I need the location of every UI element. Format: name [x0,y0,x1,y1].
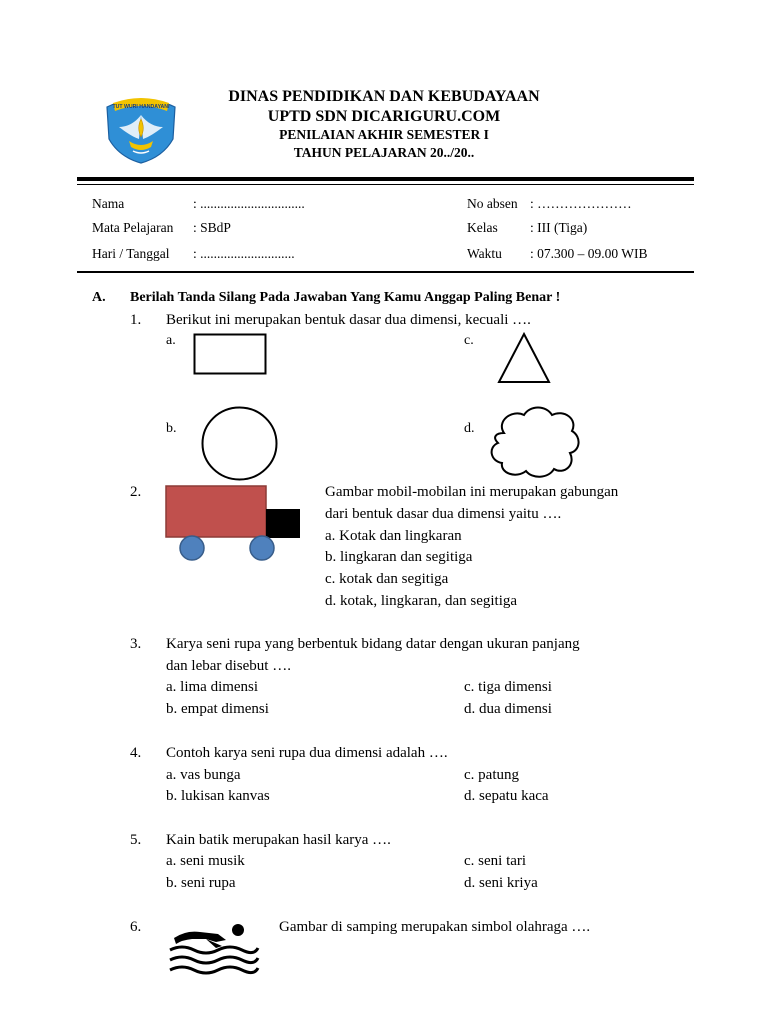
header-line-1: DINAS PENDIDIKAN DAN KEBUDAYAAN [228,88,540,105]
rectangle-shape [193,333,267,377]
q3-text-line1: Karya seni rupa yang berbentuk bidang datar dengan ukuran panjang [166,636,580,652]
swimming-icon [166,918,262,976]
q5-option-a: a. seni musik [166,853,245,869]
header-line-4: TAHUN PELAJARAN 20../20.. [293,145,475,160]
q4-option-d: d. sepatu kaca [464,788,549,804]
header-line-3: PENILAIAN AKHIR SEMESTER I [279,127,489,142]
q5-option-d: d. seni kriya [464,875,538,891]
q3-option-c: c. tiga dimensi [464,679,552,695]
circle-shape [200,405,280,483]
triangle-shape [497,331,551,385]
kelas-value: : III (Tiga) [530,220,588,235]
q4-option-a: a. vas bunga [166,767,241,783]
q2-text-line1: Gambar mobil-mobilan ini merupakan gabungan [325,484,619,500]
q3-option-d: d. dua dimensi [464,701,552,717]
q4-option-b: b. lukisan kanvas [166,788,270,804]
cloud-shape [486,403,584,481]
q5-text: Kain batik merupakan hasil karya …. [166,832,391,848]
q2-number: 2. [130,484,142,500]
q6-number: 6. [130,919,142,935]
nama-value: : ............................... [193,196,305,211]
q5-option-b: b. seni rupa [166,875,236,891]
section-letter: A. [92,290,106,305]
q4-text: Contoh karya seni rupa dua dimensi adalah …. [166,745,448,761]
mapel-label: Mata Pelajaran [92,220,174,235]
q5-option-c: c. seni tari [464,853,527,869]
q3-text-line2: dan lebar disebut …. [166,658,291,674]
q6-text: Gambar di samping merupakan simbol olahraga …. [279,919,591,935]
q4-number: 4. [130,745,142,761]
mapel-value: : SBdP [193,220,231,235]
q3-option-a: a. lima dimensi [166,679,259,695]
q4-option-c: c. patung [464,767,519,783]
q1-option-b: b. [166,421,177,436]
absen-value: : ………………… [530,196,632,211]
q2-option-a: a. Kotak dan lingkaran [325,528,462,544]
q1-option-a: a. [166,333,176,348]
q2-option-b: b. lingkaran dan segitiga [325,549,473,565]
header-rule-thin [77,184,694,185]
absen-label: No absen [467,196,518,211]
info-rule [77,271,694,273]
q2-option-d: d. kotak, lingkaran, dan segitiga [325,593,518,609]
header-line-2: UPTD SDN DICARIGURU.COM [267,108,501,125]
hari-value: : ............................ [193,246,295,261]
q1-option-d: d. [464,421,475,436]
section-instruction: Berilah Tanda Silang Pada Jawaban Yang Kamu Anggap Paling Benar ! [130,290,561,305]
q5-number: 5. [130,832,142,848]
nama-label: Nama [92,196,125,211]
q1-option-c: c. [464,333,474,348]
q3-option-b: b. empat dimensi [166,701,269,717]
q2-option-c: c. kotak dan segitiga [325,571,449,587]
logo-text: TUT WURI HANDAYANI [112,104,170,110]
waktu-value: : 07.300 – 09.00 WIB [530,246,648,261]
hari-label: Hari / Tanggal [92,246,170,261]
kelas-label: Kelas [467,220,498,235]
q2-text-line2: dari bentuk dasar dua dimensi yaitu …. [325,506,562,522]
toy-truck-picture [164,484,304,564]
q3-number: 3. [130,636,142,652]
q1-text: Berikut ini merupakan bentuk dasar dua dimensi, kecuali …. [166,312,531,328]
header-rule-thick [77,177,694,181]
q1-number: 1. [130,312,142,328]
waktu-label: Waktu [467,246,502,261]
